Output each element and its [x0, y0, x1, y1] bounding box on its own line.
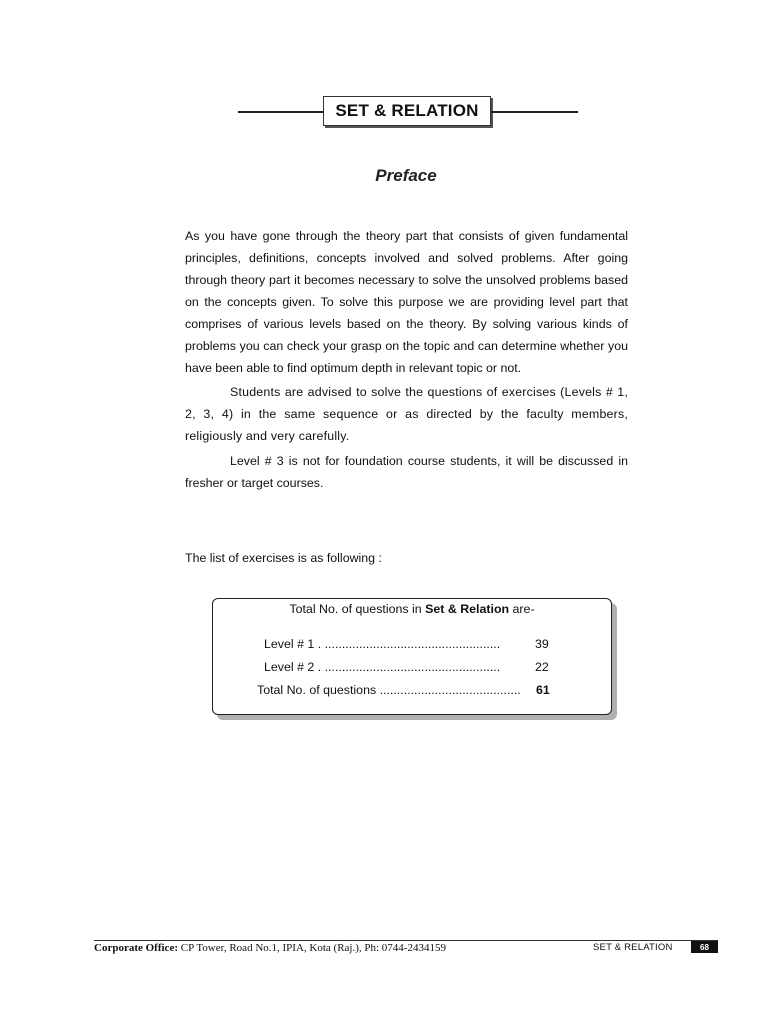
- advice-paragraph: Students are advised to solve the questions of exercises (Levels # 1, 2, 3, 4) in the same sequence or as directed by the faculty members, religiously and very carefully.: [185, 385, 628, 443]
- summary-heading-suffix: are-: [509, 602, 535, 616]
- question-summary-box: [212, 598, 612, 715]
- footer-rule: [94, 940, 718, 941]
- row-count: 61: [536, 683, 550, 697]
- chapter-title-banner: [238, 96, 578, 128]
- summary-heading-topic: Set & Relation: [425, 602, 510, 616]
- row-label: Level # 1 . ...................................................: [264, 637, 501, 651]
- summary-heading: [213, 602, 611, 616]
- page-number: 68: [691, 941, 718, 953]
- section-heading: Preface: [375, 166, 437, 185]
- footer-office-address: CP Tower, Road No.1, IPIA, Kota (Raj.), Ph: 0744-2434159: [178, 942, 446, 954]
- level-note-paragraph: Level # 3 is not for foundation course students, it will be discussed in fresher or target courses.: [185, 454, 628, 490]
- intro-paragraph: As you have gone through the theory part that consists of given fundamental principles, definitions, concepts involved and solved problems. After going through theory part it becomes necessary to solve the unsolved problems based on the concepts given. To solve this purpose we are providing level part that comprises of various levels based on the theory. By solving various kinds of problems you can check your grasp on the topic and can determine whether you have been able to find optimum depth in relevant topic or not.: [185, 229, 628, 375]
- row-count: 22: [535, 660, 549, 674]
- row-label: Level # 2 . ...................................................: [264, 660, 501, 674]
- row-label: Total No. of questions .........................................: [257, 683, 521, 697]
- footer-office-label: Corporate Office:: [94, 942, 178, 954]
- row-count: 39: [535, 637, 549, 651]
- footer-section-name: SET & RELATION: [593, 942, 673, 953]
- title-rule-right: [491, 111, 578, 113]
- summary-heading-prefix: Total No. of questions in: [289, 602, 426, 616]
- footer-office: [94, 942, 446, 954]
- title-rule-left: [238, 111, 323, 113]
- chapter-title: SET & RELATION: [323, 96, 491, 126]
- exercise-list-intro: The list of exercises is as following :: [185, 551, 382, 565]
